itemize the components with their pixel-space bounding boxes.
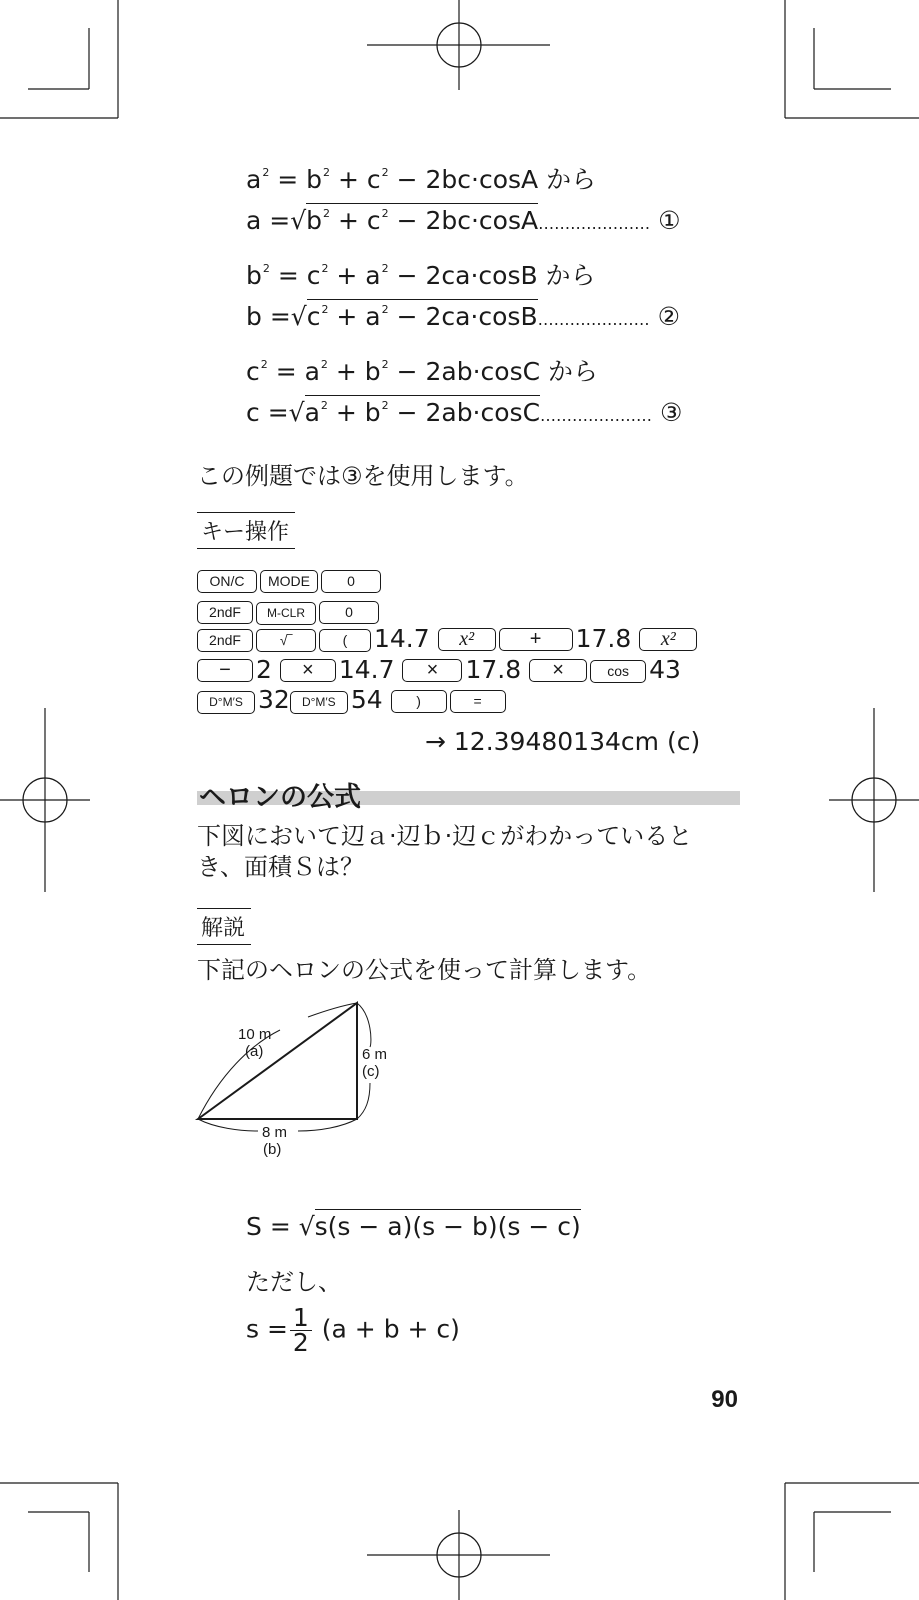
memory-clear-key: M-CLR xyxy=(256,602,316,625)
explanation-text: 下記のヘロンの公式を使って計算します。 xyxy=(197,956,652,984)
intro-text: この例題では③を使用します。 xyxy=(197,462,529,490)
dms-key: D°M′S xyxy=(290,691,348,714)
key-row-5: D°M′S 32 D°M′S 54 ) = xyxy=(197,685,509,714)
mode-key: MODE xyxy=(260,570,318,593)
left-paren-key: ( xyxy=(319,629,371,652)
plus-key: + xyxy=(499,628,573,651)
second-function-key: 2ndF xyxy=(197,601,253,624)
side-a-length: 10 m xyxy=(238,1026,272,1043)
zero-key: 0 xyxy=(319,601,379,624)
formula-line-1: $a^2 = b^2 + c^2 - 2bc\cdot\cos A$ から xyxy=(246,165,597,194)
zero-key: 0 xyxy=(321,570,381,593)
right-paren-key: ) xyxy=(391,690,447,713)
section-title: ヘロンの公式 xyxy=(199,782,361,813)
explanation-label: 解説 xyxy=(197,908,251,945)
side-b-name: (b) xyxy=(263,1141,282,1158)
minus-key: − xyxy=(197,659,253,682)
side-b-bracket xyxy=(198,1119,258,1131)
formula-line-4: $b =√c^2 + a^2$ − 2ca·cosB………………… ② xyxy=(246,302,680,331)
result-text: → 12.39480134cm (c) xyxy=(425,727,701,756)
key-row-3: 2ndF √‾ ( 14.7 x² + 17.8 x² xyxy=(197,624,700,653)
question-text xyxy=(197,821,692,883)
times-key: × xyxy=(402,659,462,682)
triangle xyxy=(198,1003,357,1119)
semi-perimeter-formula: s = $\frac{1}{2}$ (a + b + c) xyxy=(246,1303,460,1357)
formula-line-6: $c =√a^2 + b^2$ − 2ab·cosC………………… ③ xyxy=(246,398,682,427)
question-line-2: き、面積Ｓは？ xyxy=(197,853,365,881)
however-text: ただし、 xyxy=(246,1268,342,1296)
side-a-bracket xyxy=(198,1030,280,1119)
key-operation-label: キー操作 xyxy=(197,512,295,549)
question-line-1: 下図において辺ａ·辺ｂ·辺ｃがわかっていると xyxy=(197,822,693,850)
side-c-bracket xyxy=(357,1003,371,1047)
key-row-1 xyxy=(197,565,384,594)
key-row-2 xyxy=(197,596,382,625)
side-c-name: (c) xyxy=(362,1063,380,1080)
dms-key: D°M′S xyxy=(197,691,255,714)
formula-line-2: $a =√b^2 + c^2$ − 2bc·cosA………………… ① xyxy=(246,206,680,235)
side-a-name: (a) xyxy=(245,1043,264,1060)
side-b-length: 8 m xyxy=(262,1124,288,1141)
equals-key: = xyxy=(450,690,506,713)
on-c-key: ON/C xyxy=(197,570,257,593)
x-squared-key: x² xyxy=(639,628,697,651)
second-function-key: 2ndF xyxy=(197,629,253,652)
x-squared-key: x² xyxy=(438,628,496,651)
cos-key: cos xyxy=(590,660,646,683)
page-number: 90 xyxy=(711,1386,738,1413)
times-key: × xyxy=(529,659,587,682)
times-key: × xyxy=(280,659,336,682)
formula-line-3: $b^2 = c^2 + a^2 - 2ca\cdot\cos B$ から xyxy=(246,261,596,290)
heron-formula: S = √s(s − a)(s − b)(s − c) xyxy=(246,1212,581,1241)
triangle-diagram xyxy=(190,995,410,1165)
sqrt-key: √‾ xyxy=(256,629,316,652)
side-c-length: 6 m xyxy=(362,1046,388,1063)
formula-line-5: $c^2 = a^2 + b^2 - 2ab\cdot\cos C$ から xyxy=(246,357,598,386)
key-row-4: − 2 × 14.7 × 17.8 × cos 43 xyxy=(197,655,681,684)
